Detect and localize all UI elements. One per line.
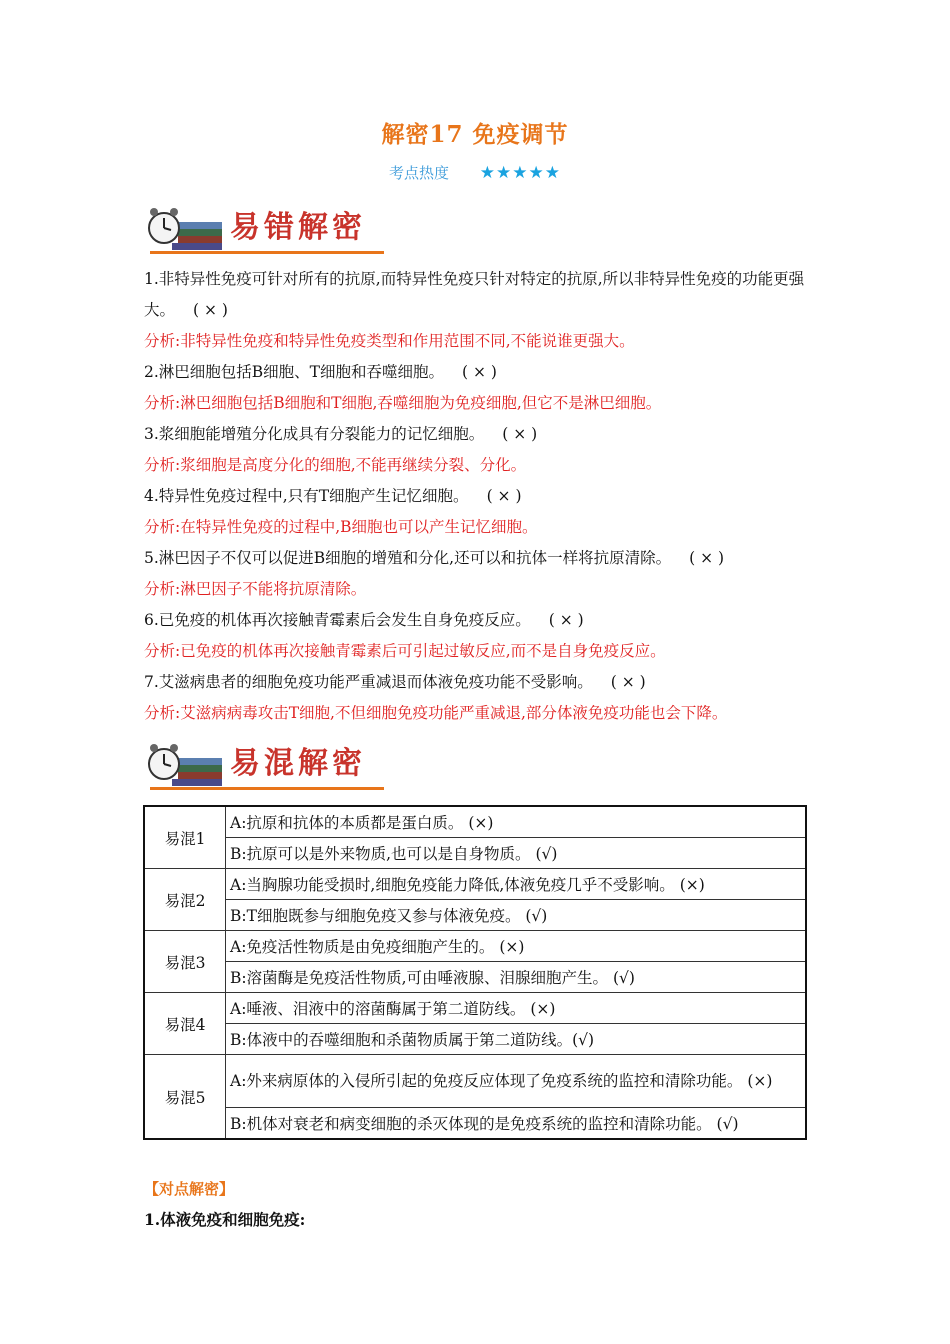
mixup-statement-b: B:抗原可以是外来物质,也可以是自身物质。 (√) — [226, 838, 807, 869]
page-title: 解密17 免疫调节 — [381, 121, 569, 148]
mixup-statement-a: A:免疫活性物质是由免疫细胞产生的。 (×) — [226, 931, 807, 962]
heat-row — [0, 162, 950, 183]
table-row — [144, 1055, 806, 1108]
mixup-statement-b: B:T细胞既参与细胞免疫又参与体液免疫。 (√) — [226, 900, 807, 931]
clock-books-icon — [146, 202, 226, 252]
banner-mixups — [146, 732, 384, 792]
banner-mixups-title: 易混解密 — [230, 746, 366, 781]
table-row — [144, 931, 806, 962]
error-question: 6.已免疫的机体再次接触青霉素后会发生自身免疫反应。 ( × ) — [144, 611, 584, 629]
heat-stars: ★★★★★ — [479, 163, 561, 183]
banner-errors-title: 易错解密 — [230, 210, 366, 245]
error-question: 3.浆细胞能增殖分化成具有分裂能力的记忆细胞。 ( × ) — [144, 425, 538, 443]
error-list — [144, 264, 809, 729]
mixup-statement-b: B:溶菌酶是免疫活性物质,可由唾液腺、泪腺细胞产生。 (√) — [226, 962, 807, 993]
mixup-statement-b: B:机体对衰老和病变细胞的杀灭体现的是免疫系统的监控和清除功能。 (√) — [226, 1108, 807, 1140]
error-analysis: 分析:非特异性免疫和特异性免疫类型和作用范围不同,不能说谁更强大。 — [144, 332, 635, 350]
error-question: 7.艾滋病患者的细胞免疫功能严重减退而体液免疫功能不受影响。 ( × ) — [144, 673, 646, 691]
mixup-statement-a: A:唾液、泪液中的溶菌酶属于第二道防线。 (×) — [226, 993, 807, 1024]
error-question: 2.淋巴细胞包括B细胞、T细胞和吞噬细胞。 ( × ) — [144, 363, 497, 381]
error-analysis: 分析:浆细胞是高度分化的细胞,不能再继续分裂、分化。 — [144, 456, 527, 474]
table-row — [144, 806, 806, 838]
error-question: 1.非特异性免疫可针对所有的抗原,而特异性免疫只针对特定的抗原,所以非特异性免疫的功能更强大。 ( × ) — [144, 270, 805, 319]
table-row — [144, 993, 806, 1024]
table-row — [144, 1024, 806, 1055]
error-analysis: 分析:艾滋病病毒攻击T细胞,不但细胞免疫功能严重减退,部分体液免疫功能也会下降。 — [144, 704, 728, 722]
mixup-label: 易混4 — [144, 993, 226, 1055]
mixup-statement-a: A:外来病原体的入侵所引起的免疫反应体现了免疫系统的监控和清除功能。 (×) — [226, 1055, 807, 1108]
table-row — [144, 869, 806, 900]
clock-books-icon — [146, 738, 226, 788]
mixup-label: 易混3 — [144, 931, 226, 993]
mixup-statement-a: A:当胸腺功能受损时,细胞免疫能力降低,体液免疫几乎不受影响。 (×) — [226, 869, 807, 900]
mixup-label: 易混2 — [144, 869, 226, 931]
table-row — [144, 1108, 806, 1140]
section-subheading: 1.体液免疫和细胞免疫: — [144, 1210, 306, 1229]
banner-underline — [150, 787, 384, 790]
banner-errors — [146, 196, 384, 256]
heat-label: 考点热度 — [389, 164, 450, 182]
section-heading: 【对点解密】 — [144, 1180, 235, 1198]
table-row — [144, 900, 806, 931]
error-analysis: 分析:在特异性免疫的过程中,B细胞也可以产生记忆细胞。 — [144, 518, 538, 536]
error-question: 5.淋巴因子不仅可以促进B细胞的增殖和分化,还可以和抗体一样将抗原清除。 ( × ) — [144, 549, 725, 567]
mixup-table — [143, 805, 807, 1140]
mixup-statement-a: A:抗原和抗体的本质都是蛋白质。 (×) — [226, 806, 807, 838]
error-analysis: 分析:淋巴细胞包括B细胞和T细胞,吞噬细胞为免疫细胞,但它不是淋巴细胞。 — [144, 394, 662, 412]
error-analysis: 分析:淋巴因子不能将抗原清除。 — [144, 580, 367, 598]
mixup-label: 易混1 — [144, 806, 226, 869]
error-question: 4.特异性免疫过程中,只有T细胞产生记忆细胞。 ( × ) — [144, 487, 522, 505]
table-row — [144, 838, 806, 869]
error-analysis: 分析:已免疫的机体再次接触青霉素后可引起过敏反应,而不是自身免疫反应。 — [144, 642, 666, 660]
table-row — [144, 962, 806, 993]
mixup-label: 易混5 — [144, 1055, 226, 1140]
banner-underline — [150, 251, 384, 254]
mixup-statement-b: B:体液中的吞噬细胞和杀菌物质属于第二道防线。(√) — [226, 1024, 807, 1055]
